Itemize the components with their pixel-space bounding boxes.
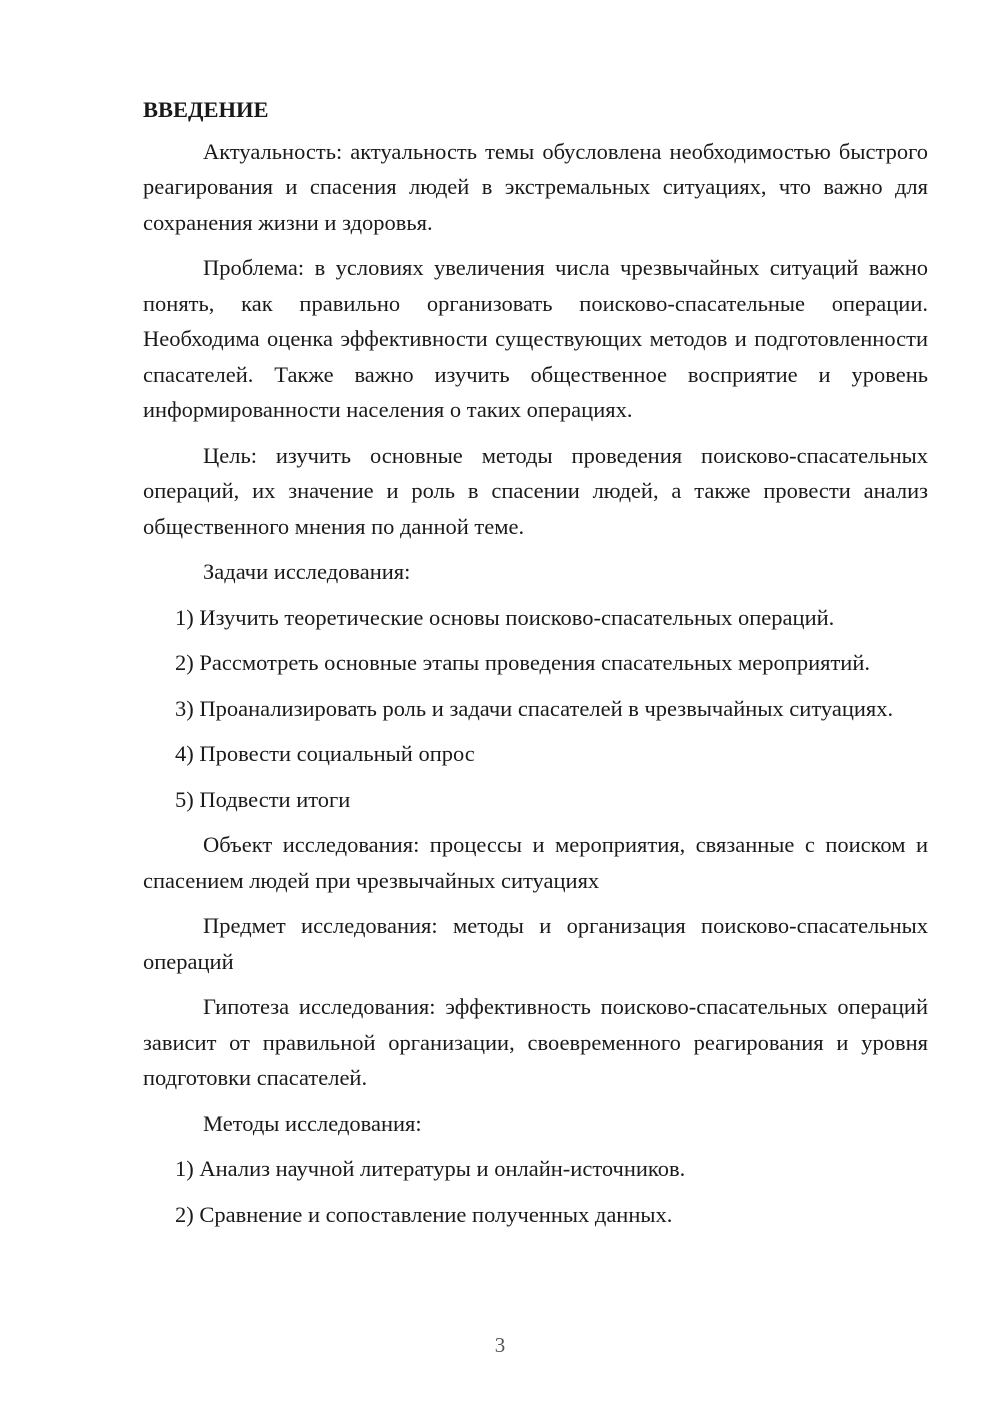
section-title: ВВЕДЕНИЕ (143, 97, 269, 122)
page-number: 3 (494, 1333, 506, 1357)
task-item-3: 3) Проанализировать роль и задачи спасателей в чрезвычайных ситуациях. (175, 695, 894, 721)
paragraph-subject: Предмет исследования: методы и организация поисково-спасательных операций (143, 913, 928, 974)
paragraph-goal: Цель: изучить основные методы проведения поисково-спасательных операций, их значение и роль в спасении людей, а также провести анализ общественного мнения по данной теме. (143, 442, 928, 539)
paragraph-problem: Проблема: в условиях увеличения числа чрезвычайных ситуаций важно понять, как правильно организовать поисково-спасательные операции. Необходима оценка эффективности существующих методов и подготовленности спасателей. Также важно изучить общественное восприятие и уровень информированности населения о таких операциях. (143, 255, 928, 422)
paragraph-object: Объект исследования: процессы и мероприятия, связанные с поиском и спасением людей при чрезвычайных ситуациях (143, 832, 928, 893)
method-item-2: 2) Сравнение и сопоставление полученных данных. (175, 1201, 673, 1227)
task-item-1: 1) Изучить теоретические основы поисково-спасательных операций. (175, 604, 835, 630)
task-item-5: 5) Подвести итоги (175, 786, 351, 812)
paragraph-hypothesis: Гипотеза исследования: эффективность поисково-спасательных операций зависит от правильной организации, своевременного реагирования и уровня подготовки спасателей. (143, 994, 928, 1090)
tasks-heading: Задачи исследования: (203, 559, 411, 584)
task-item-2: 2) Рассмотреть основные этапы проведения спасательных мероприятий. (175, 650, 870, 675)
task-item-4: 4) Провести социальный опрос (175, 741, 475, 766)
document-body (143, 92, 928, 1232)
methods-heading: Методы исследования: (203, 1110, 422, 1136)
paragraph-relevance: Актуальность: актуальность темы обусловлена необходимостью быстрого реагирования и спасения людей в экстремальных ситуациях, что важно для сохранения жизни и здоровья. (143, 138, 928, 235)
method-item-1: 1) Анализ научной литературы и онлайн-источников. (175, 1156, 686, 1181)
